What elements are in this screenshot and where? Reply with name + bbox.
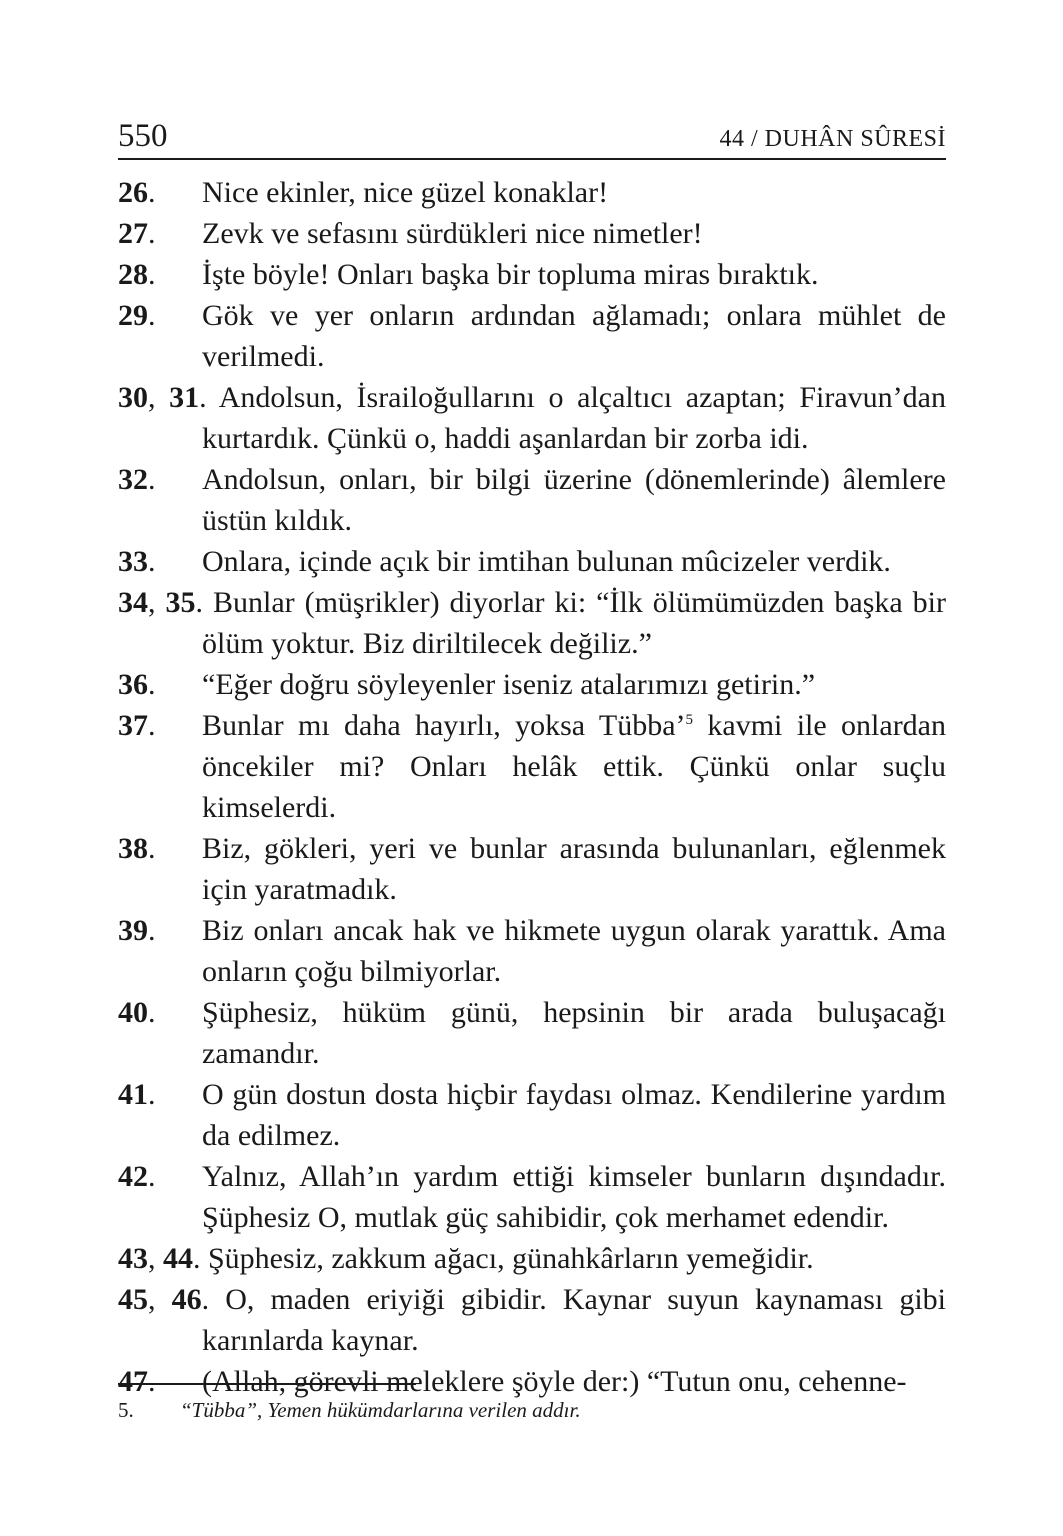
verse-number: 40.	[118, 996, 156, 1029]
page	[118, 112, 946, 1402]
verse-40	[118, 992, 946, 1074]
verse-number: 37.	[118, 709, 156, 742]
verse-number: 30, 31.	[118, 381, 207, 414]
verse-38	[118, 828, 946, 910]
verse-number: 34, 35.	[118, 586, 203, 619]
verse-text: Andolsun, İsrailoğullarını o alçaltıcı azaptan; Firavun’dan kurtardık. Çünkü o, haddi aşanlardan bir zorba idi.	[202, 381, 946, 455]
verse-number: 26.	[118, 176, 156, 209]
verse-45-46	[118, 1279, 946, 1361]
verse-text: O gün dostun dosta hiçbir faydası olmaz. Kendilerine yardım da edilmez.	[202, 1078, 946, 1152]
verse-text: Şüphesiz, zakkum ağacı, günahkârların yemeğidir.	[208, 1242, 814, 1275]
verse-number: 32.	[118, 463, 156, 496]
verse-text: Bunlar (müşrikler) diyorlar ki: “İlk ölümümüzden başka bir ölüm yoktur. Biz diriltilecek değiliz.”	[202, 586, 946, 660]
verse-30-31	[118, 377, 946, 459]
verse-number: 29.	[118, 299, 156, 332]
verse-number: 41.	[118, 1078, 156, 1111]
footnote-text: “Tübba”, Yemen hükümdarlarına verilen addır.	[180, 1398, 581, 1422]
verse-29	[118, 295, 946, 377]
verse-number: 45, 46.	[118, 1283, 210, 1316]
verse-text: Bunlar mı daha hayırlı, yoksa Tübba’$^5$ kavmi ile onlardan öncekiler mi? Onları helâk ettik. Çünkü onlar suçlu kimselerdi.	[202, 709, 946, 824]
footnote-reference[interactable]: 5	[685, 712, 694, 728]
verse-number: 42.	[118, 1160, 156, 1193]
verse-list	[118, 172, 946, 1402]
verse-33	[118, 541, 946, 582]
verse-text: Andolsun, onları, bir bilgi üzerine (dönemlerinde) âlemlere üstün kıldık.	[202, 463, 946, 537]
verse-37	[118, 705, 946, 828]
verse-text: Yalnız, Allah’ın yardım ettiği kimseler bunların dışındadır. Şüphesiz O, mutlak güç sahibidir, çok merhamet edendir.	[202, 1160, 946, 1234]
page-header	[118, 112, 946, 160]
verse-text: Gök ve yer onların ardından ağlamadı; onlara mühlet de verilmedi.	[202, 299, 946, 373]
verse-text: Biz, gökleri, yeri ve bunlar arasında bulunanları, eğlenmek için yaratmadık.	[202, 832, 946, 906]
verse-27	[118, 213, 946, 254]
verse-number: 47.	[118, 1365, 156, 1398]
verse-36	[118, 664, 946, 705]
page-number: 550	[118, 118, 168, 154]
footnote	[118, 1398, 581, 1423]
verse-32	[118, 459, 946, 541]
verse-text: İşte böyle! Onları başka bir topluma miras bıraktık.	[202, 258, 819, 291]
verse-text: Zevk ve sefasını sürdükleri nice nimetler!	[202, 217, 703, 250]
verse-text: Nice ekinler, nice güzel konaklar!	[202, 176, 609, 209]
verse-text: Onlara, içinde açık bir imtihan bulunan mûcizeler verdik.	[202, 545, 891, 578]
verse-47	[118, 1361, 946, 1402]
verse-text: Şüphesiz, hüküm günü, hepsinin bir arada buluşacağı zamandır.	[202, 996, 946, 1070]
verse-43-44	[118, 1238, 946, 1279]
verse-number: 38.	[118, 832, 156, 865]
verse-28	[118, 254, 946, 295]
verse-number: 36.	[118, 668, 156, 701]
verse-number: 43, 44.	[118, 1242, 201, 1275]
verse-number: 27.	[118, 217, 156, 250]
verse-text: O, maden eriyiği gibidir. Kaynar suyun kaynaması gibi karınlarda kaynar.	[202, 1283, 947, 1357]
verse-39	[118, 910, 946, 992]
verse-number: 33.	[118, 545, 156, 578]
verse-42	[118, 1156, 946, 1238]
footnote-divider	[118, 1383, 416, 1385]
verse-text: Biz onları ancak hak ve hikmete uygun olarak yarattık. Ama onların çoğu bilmiyorlar.	[202, 914, 946, 988]
verse-34-35	[118, 582, 946, 664]
footnote-number: 5.	[118, 1398, 134, 1422]
verse-number: 28.	[118, 258, 156, 291]
verse-number: 39.	[118, 914, 156, 947]
verse-41	[118, 1074, 946, 1156]
verse-text: “Eğer doğru söyleyenler iseniz atalarımızı getirin.”	[202, 668, 816, 701]
verse-text: (Allah, görevli meleklere şöyle der:) “Tutun onu, cehenne-	[202, 1365, 907, 1398]
running-head: 44 / DUHÂN SÛRESİ	[719, 126, 946, 152]
verse-26	[118, 172, 946, 213]
